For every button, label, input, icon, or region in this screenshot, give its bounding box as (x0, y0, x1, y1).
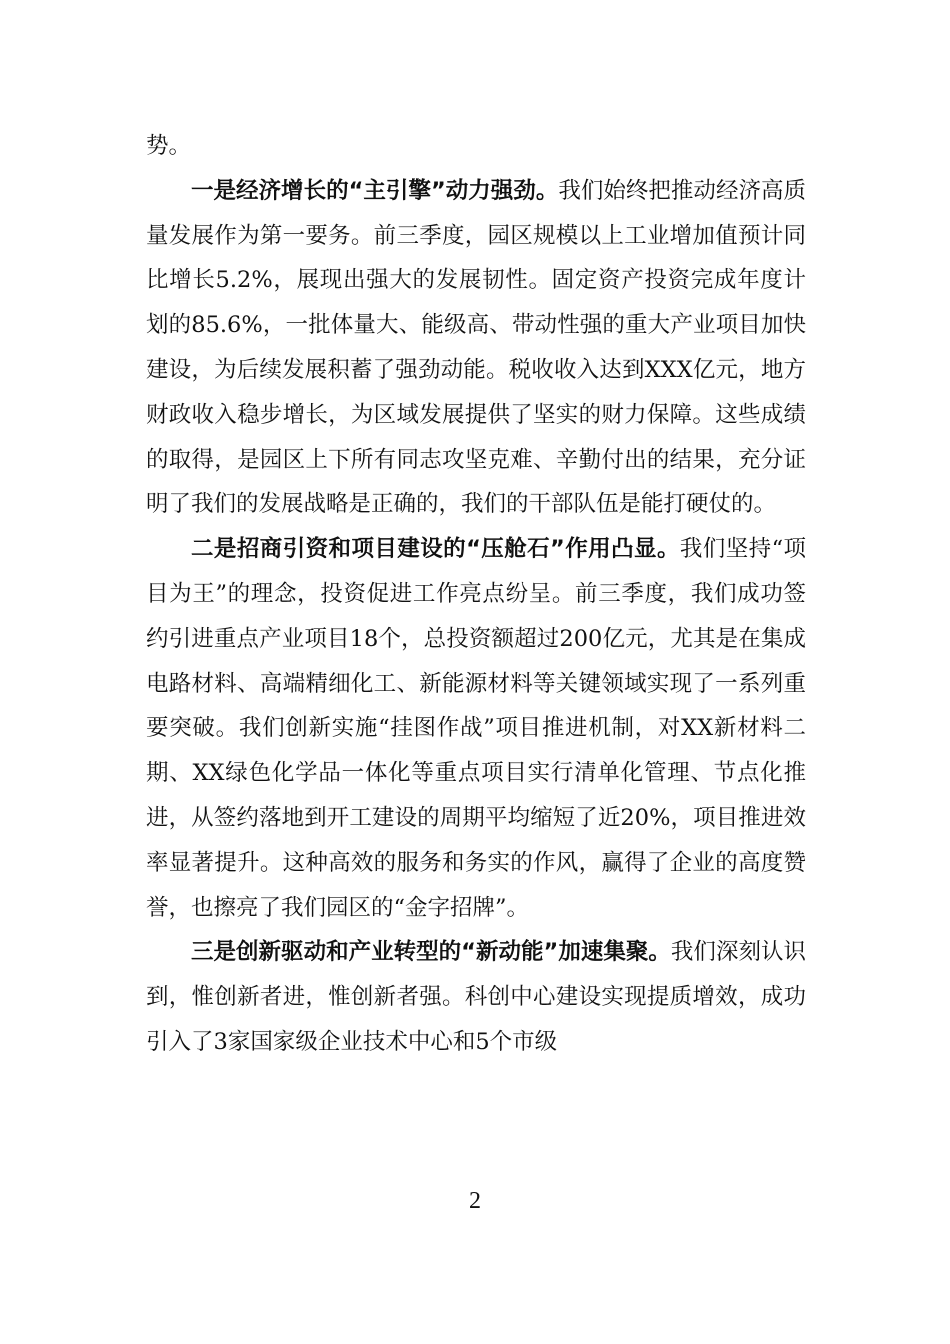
paragraph-2 (146, 527, 806, 930)
page-number: 2 (469, 1188, 481, 1214)
document-body (146, 124, 806, 1065)
paragraph-1-body: 我们始终把推动经济高质量发展作为第一要务。前三季度，园区规模以上工业增加值预计同比增长5.2%，展现出强大的发展韧性。固定资产投资完成年度计划的85.6%，一批体量大、能级高、带动性强的重大产业项目加快建设，为后续发展积蓄了强劲动能。税收收入达到XXX亿元，地方财政收入稳步增长，为区域发展提供了坚实的财力保障。这些成绩的取得，是园区上下所有同志攻坚克难、辛勤付出的结果，充分证明了我们的发展战略是正确的，我们的干部队伍是能打硬仗的。 (146, 177, 806, 518)
paragraph-1-heading: 一是经济增长的“主引擎”动力强劲。 (191, 177, 559, 204)
paragraph-2-heading: 二是招商引资和项目建设的“压舱石”作用凸显。 (191, 536, 680, 563)
paragraph-3-body: 我们深刻认识到，惟创新者进，惟创新者强。科创中心建设实现提质增效，成功引入了3家国家级企业技术中心和5个市级 (146, 939, 806, 1055)
paragraph-3-heading: 三是创新驱动和产业转型的“新动能”加速集聚。 (191, 939, 671, 966)
paragraph-3 (146, 930, 806, 1064)
continuation-text: 势。 (146, 133, 192, 159)
paragraph-1 (146, 169, 806, 527)
paragraph-2-body: 我们坚持“项目为王”的理念，投资促进工作亮点纷呈。前三季度，我们成功签约引进重点产业项目18个，总投资额超过200亿元，尤其是在集成电路材料、高端精细化工、新能源材料等关键领域实现了一系列重要突破。我们创新实施“挂图作战”项目推进机制，对XX新材料二期、XX绿色化学品一体化等重点项目实行清单化管理、节点化推进，从签约落地到开工建设的周期平均缩短了近20%，项目推进效率显著提升。这种高效的服务和务实的作风，赢得了企业的高度赞誉，也擦亮了我们园区的“金字招牌”。 (146, 536, 806, 921)
